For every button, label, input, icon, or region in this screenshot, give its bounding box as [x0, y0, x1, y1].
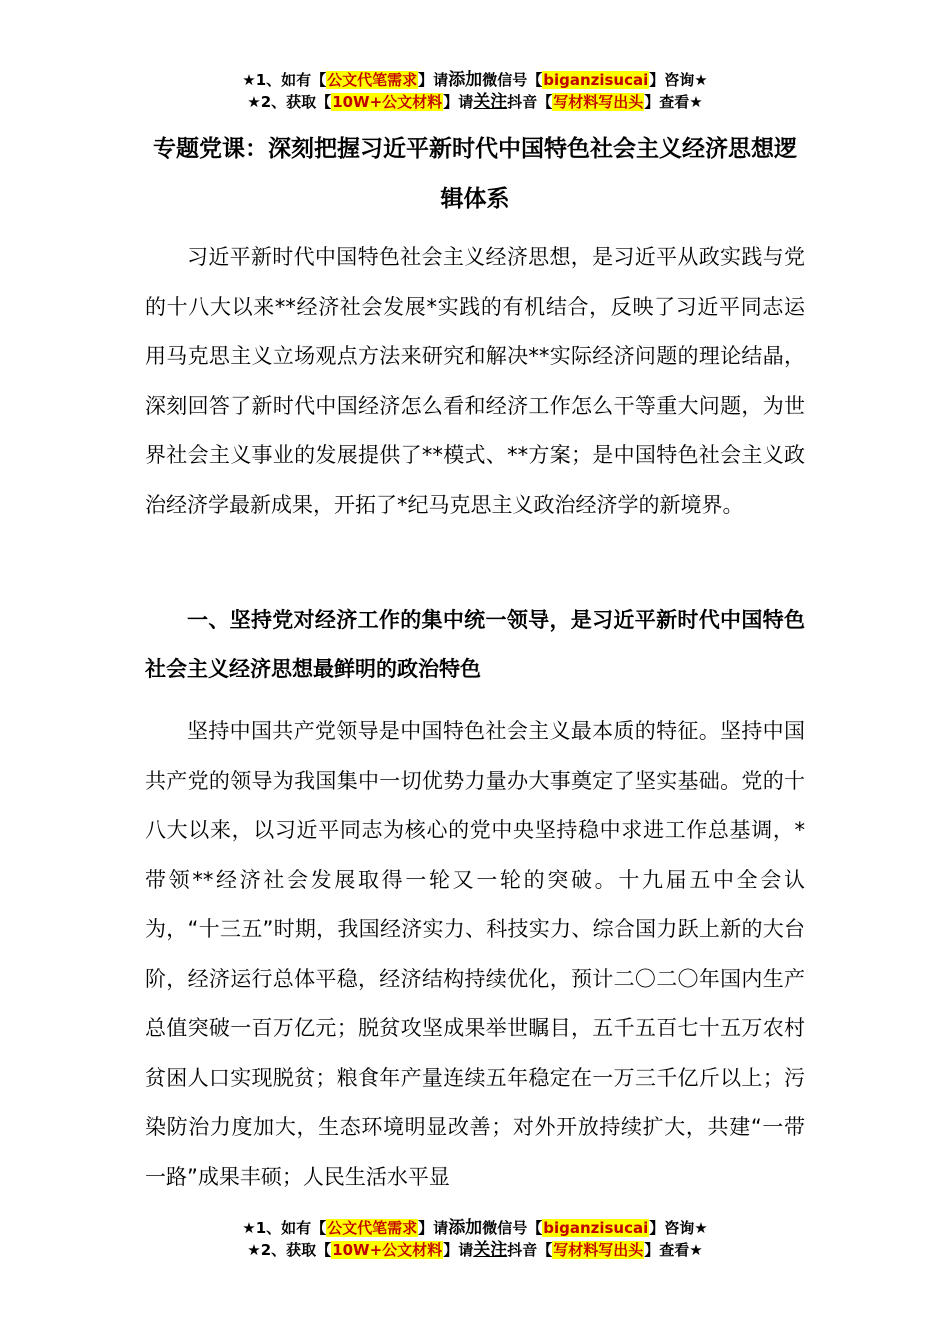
banner-text: 】请 [418, 71, 449, 89]
banner-line-1 [0, 70, 950, 92]
banner-line-1 [0, 1218, 950, 1240]
banner-text: ★1、如有【 [242, 71, 327, 89]
banner-text: 】查看★ [644, 93, 703, 111]
highlight-text: biganzisucai [543, 71, 649, 89]
banner-text: 抖音【 [507, 1241, 553, 1259]
section-heading: 一、坚持党对经济工作的集中统一领导，是习近平新时代中国特色社会主义经济思想最鲜明的政治特色 [145, 608, 805, 681]
intro-paragraph: 习近平新时代中国特色社会主义经济思想，是习近平从政实践与党的十八大以来**经济社会发展*实践的有机结合，反映了习近平同志运用马克思主义立场观点方法来研究和解决**实际经济问题的理论结晶，深刻回答了新时代中国经济怎么看和经济工作怎么干等重大问题，为世界社会主义事业的发展提供了**模式、**方案；是中国特色社会主义政治经济学最新成果，开拓了*纪马克思主义政治经济学的新境界。 [145, 245, 805, 517]
highlight-text: biganzisucai [543, 1219, 649, 1237]
banner-text: 】咨询★ [649, 1219, 708, 1237]
banner-text: 】咨询★ [649, 71, 708, 89]
highlight-text: 写材料写出头 [553, 1241, 644, 1259]
banner-text: 抖音【 [507, 93, 553, 111]
emphasis-text: 添加 [448, 70, 483, 90]
highlight-text: 公文代笔需求 [327, 1219, 418, 1237]
banner-text: ★2、获取【 [247, 1241, 332, 1259]
emphasis-text: 关注 [473, 92, 508, 112]
header-banner [0, 70, 950, 114]
emphasis-text: 关注 [473, 1240, 508, 1260]
highlight-text: 10W+公文材料 [332, 1241, 443, 1259]
banner-text: 】查看★ [644, 1241, 703, 1259]
banner-line-2 [0, 1240, 950, 1262]
banner-text: 微信号【 [482, 71, 543, 89]
banner-text: 微信号【 [482, 1219, 543, 1237]
banner-text: 】请 [443, 1241, 474, 1259]
banner-text: ★1、如有【 [242, 1219, 327, 1237]
banner-line-2 [0, 92, 950, 114]
footer-banner [0, 1218, 950, 1262]
banner-text: 】请 [418, 1219, 449, 1237]
banner-text: ★2、获取【 [247, 93, 332, 111]
section-paragraph: 坚持中国共产党领导是中国特色社会主义最本质的特征。坚持中国共产党的领导为我国集中一切优势力量办大事奠定了坚实基础。党的十八大以来，以习近平同志为核心的党中央坚持稳中求进工作总基调，*带领**经济社会发展取得一轮又一轮的突破。十九届五中全会认为，“十三五”时期，我国经济实力、科技实力、综合国力跃上新的大台阶，经济运行总体平稳，经济结构持续优化，预计二〇二〇年国内生产总值突破一百万亿元；脱贫攻坚成果举世瞩目，五千五百七十五万农村贫困人口实现脱贫；粮食年产量连续五年稳定在一万三千亿斤以上；污染防治力度加大，生态环境明显改善；对外开放持续扩大，共建“一带一路”成果丰硕；人民生活水平显 [145, 719, 805, 1189]
highlight-text: 公文代笔需求 [327, 71, 418, 89]
highlight-text: 10W+公文材料 [332, 93, 443, 111]
document-title: 专题党课：深刻把握习近平新时代中国特色社会主义经济思想逻辑体系 [153, 136, 797, 212]
emphasis-text: 添加 [448, 1218, 483, 1238]
banner-text: 】请 [443, 93, 474, 111]
highlight-text: 写材料写出头 [553, 93, 644, 111]
